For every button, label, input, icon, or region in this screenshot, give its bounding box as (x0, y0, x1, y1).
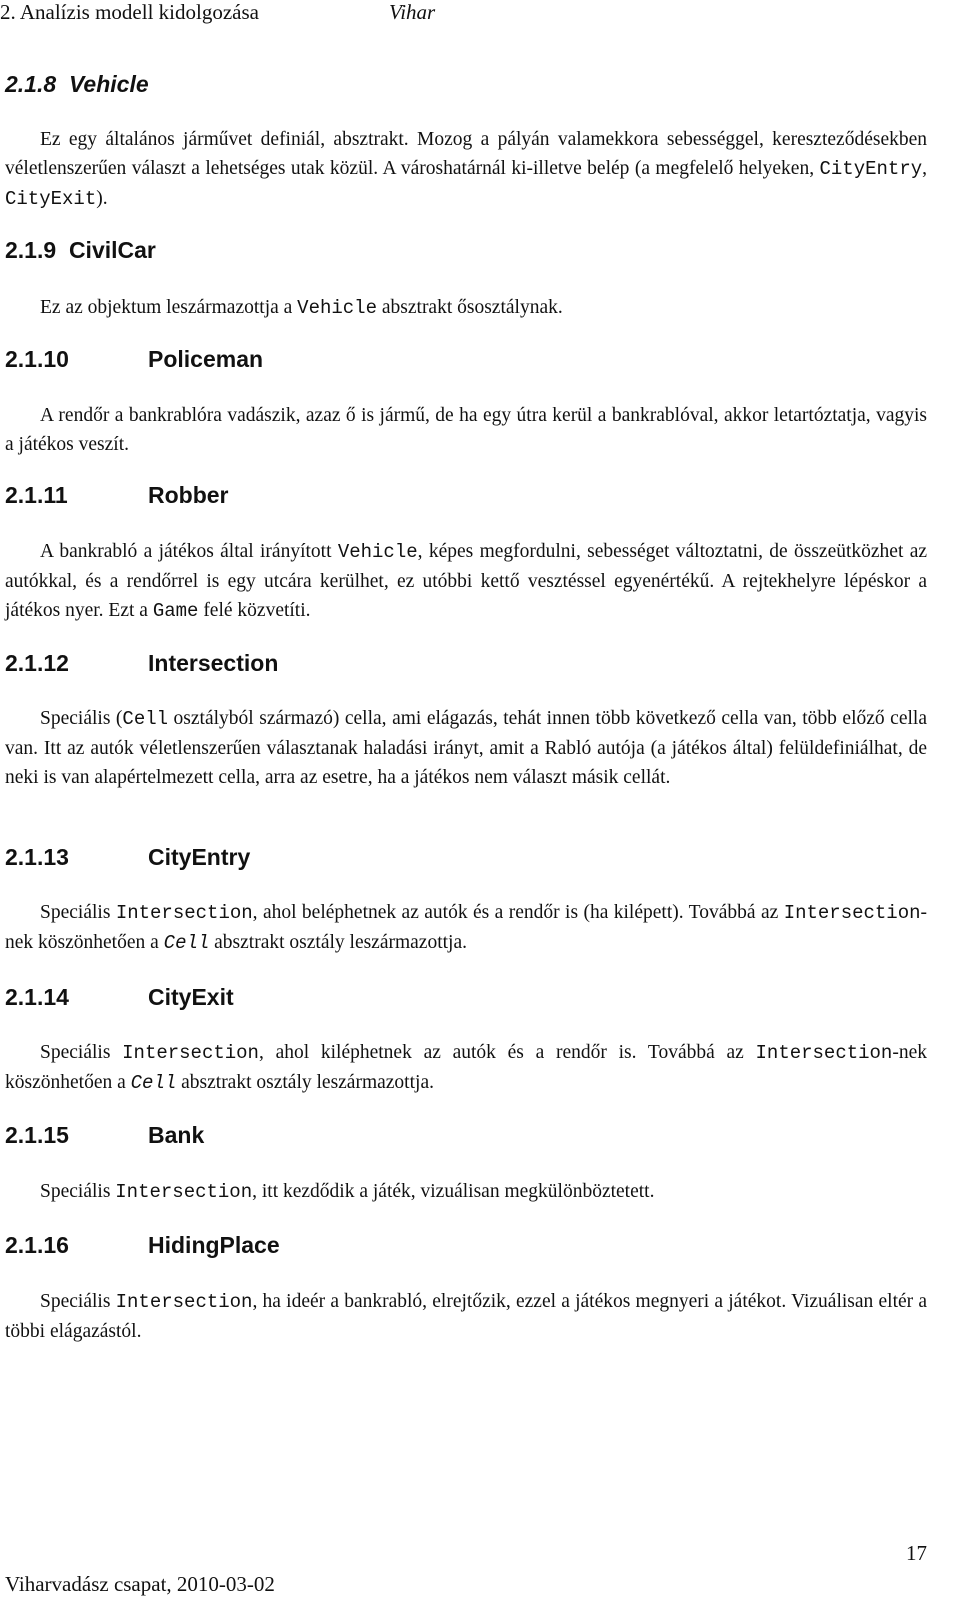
page-number: 17 (906, 1541, 927, 1565)
heading-number: 2.1.13 (5, 844, 69, 870)
paragraph-vehicle: Ez egy általános járművet definiál, absztrakt. Mozog a pályán valamekkora sebességgel, kereszteződésekben véletlenszerűen választ a lehetséges utak közül. A városhatárnál ki-illetve belép (a megfelelő helyeken, CityEntry, CityExit). (5, 129, 927, 210)
heading-robber (5, 481, 229, 509)
heading-civilcar (5, 236, 156, 264)
heading-number: 2.1.10 (5, 346, 69, 372)
heading-cityexit (5, 983, 234, 1011)
paragraph-cityexit: Speciális Intersection, ahol kiléphetnek az autók és a rendőr is. Továbbá az Intersection-nek köszönhetően a Cell absztrakt osztály leszármazottja. (5, 1042, 927, 1094)
code-cityentry: CityEntry (819, 158, 923, 180)
heading-hidingplace (5, 1231, 280, 1259)
heading-title: CityEntry (148, 844, 251, 870)
code-intersection: Intersection (115, 902, 253, 924)
code-intersection: Intersection (122, 1042, 259, 1064)
code-intersection: Intersection (115, 1181, 253, 1203)
paragraph-robber: A bankrabló a játékos által irányított Vehicle, képes megfordulni, sebességet változtatni, de összeütközhet az autókkal, és a rendőrrel is egy utcára kerülhet, ez utóbbi kettő vesztéssel egyenértékű. A rejtekhelyre lépéskor a játékos nyer. Ezt a Game felé közvetíti. (5, 541, 928, 622)
heading-number: 2.1.11 (5, 482, 68, 508)
heading-cityentry (5, 843, 250, 871)
heading-title: Vehicle (68, 71, 149, 97)
paragraph-intersection: Speciális (Cell osztályból származó) cella, ami elágazás, tehát innen több következő cella van, több előző cella van. Itt az autók véletlenszerűen választanak haladási irányt, amit a Rabló autója (a játékos által) felüldefiniálhat, de neki is van alapértelmezett cella, arra az esetre, ha a játékos nem választ másik cellát. (5, 708, 927, 788)
heading-intersection (5, 649, 278, 677)
paragraph-policeman: A rendőr a bankrablóra vadászik, azaz ő is jármű, de ha egy útra kerül a bankrablóval, akkor letartóztatja, vagyis a játékos veszít. (5, 405, 927, 455)
footer-team-date: Viharvadász csapat, 2010-03-02 (5, 1572, 275, 1596)
page-header (0, 0, 435, 24)
code-cityexit: CityExit (5, 188, 97, 210)
heading-title: CivilCar (68, 237, 156, 263)
code-cell: Cell (122, 708, 169, 730)
heading-number: 2.1.9 (5, 237, 57, 263)
heading-title: CityExit (148, 984, 234, 1010)
heading-policeman (5, 345, 263, 373)
heading-number: 2.1.14 (5, 984, 69, 1010)
heading-title: Policeman (148, 346, 264, 372)
heading-number: 2.1.16 (5, 1232, 69, 1258)
heading-title: Intersection (148, 650, 279, 676)
paragraph-bank: Speciális Intersection, itt kezdődik a játék, vizuálisan megkülönböztetett. (40, 1181, 655, 1203)
heading-title: Robber (148, 482, 229, 508)
code-cell: Cell (163, 932, 210, 954)
paragraph-hidingplace: Speciális Intersection, ha ideér a bankrabló, elrejtőzik, ezzel a játékos megnyeri a játékot. Vizuálisan eltér a többi elágazástól. (5, 1291, 928, 1342)
code-vehicle: Vehicle (297, 297, 377, 319)
heading-vehicle (5, 70, 149, 98)
code-vehicle: Vehicle (337, 541, 418, 563)
chapter-title: 2. Analízis modell kidolgozása (0, 0, 259, 24)
code-game: Game (152, 600, 199, 622)
heading-number: 2.1.15 (5, 1122, 69, 1148)
code-intersection: Intersection (783, 902, 921, 924)
heading-title: HidingPlace (148, 1232, 280, 1258)
code-cell: Cell (130, 1072, 177, 1094)
paragraph-civilcar: Ez az objektum leszármazottja a Vehicle absztrakt ősosztálynak. (40, 297, 563, 319)
heading-number: 2.1.12 (5, 650, 69, 676)
heading-title: Bank (148, 1122, 205, 1148)
code-intersection: Intersection (755, 1042, 893, 1064)
heading-number: 2.1.8 (5, 71, 57, 97)
paragraph-cityentry: Speciális Intersection, ahol beléphetnek az autók és a rendőr is (ha kilépett). Továbbá az Intersection-nek köszönhetően a Cell absztrakt osztály leszármazottja. (5, 902, 928, 954)
code-intersection: Intersection (115, 1291, 253, 1313)
project-name: Vihar (388, 0, 436, 24)
heading-bank (5, 1121, 204, 1149)
